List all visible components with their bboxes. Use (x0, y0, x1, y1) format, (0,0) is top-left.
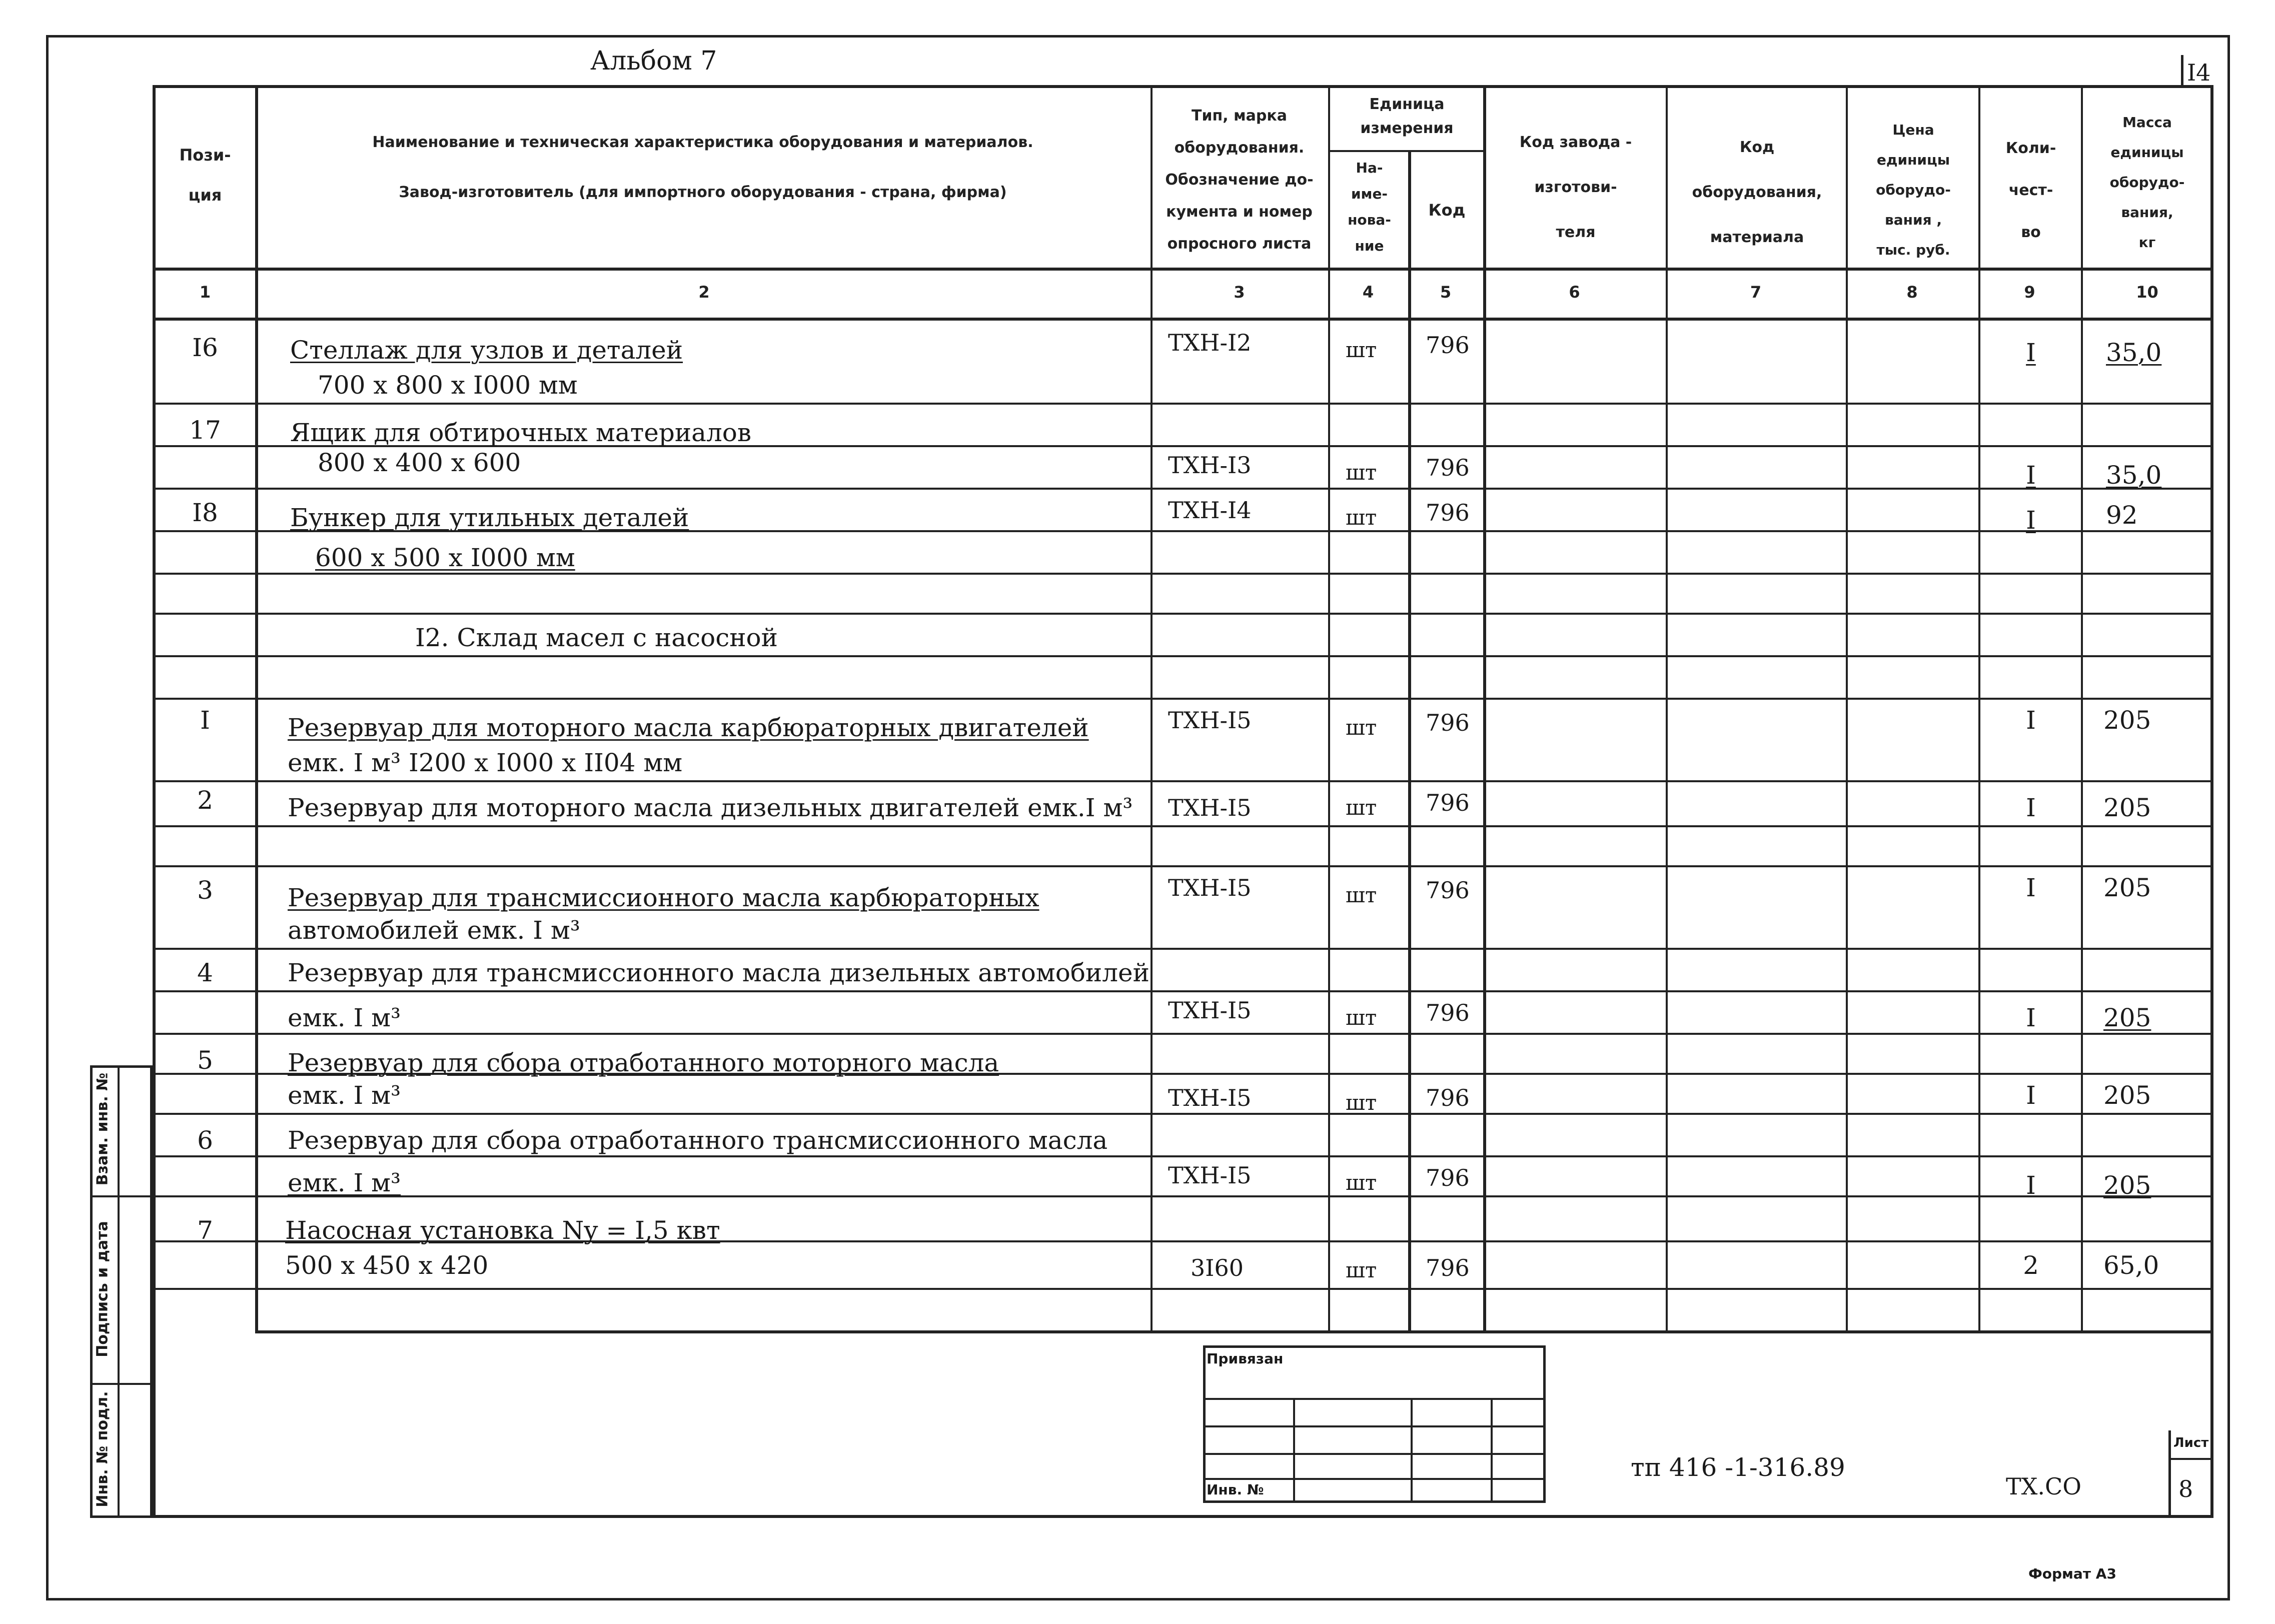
unit-group-line (1328, 150, 1483, 152)
header-bottom-line (153, 268, 2213, 271)
row-code: 796 (1426, 454, 1470, 481)
row-code: 796 (1426, 1254, 1470, 1281)
row-mass: 205 (2103, 1003, 2151, 1032)
col-line-4 (1408, 150, 1411, 1330)
row-qty: I (2026, 873, 2036, 902)
sheet-number: 8 (2178, 1475, 2193, 1502)
row-line (153, 948, 2213, 950)
row-mass: 205 (2103, 1171, 2151, 1200)
row-line (153, 990, 2213, 992)
row-unit: шт (1346, 1258, 1377, 1282)
row-line (153, 1288, 2213, 1290)
colnum-3: 3 (1234, 283, 1245, 302)
row-position: 7 (197, 1216, 213, 1245)
header-position: Пози- ция (179, 146, 231, 205)
row-code: 796 (1426, 709, 1470, 736)
header-mass: Масса единицы оборудо- вания, кг (2109, 114, 2185, 251)
row-position: 2 (197, 786, 213, 815)
row-name: емк. I м³ (288, 1081, 401, 1110)
row-unit: шт (1346, 1170, 1377, 1195)
row-name: Резервуар для моторного масла дизельных двигателей емк.I м³ (288, 793, 1133, 822)
side-label-vzam: Взам. инв. № (94, 1072, 112, 1186)
row-mass: 205 (2103, 1081, 2151, 1110)
sheet-box-line (2168, 1458, 2213, 1460)
row-type: ТХН-I5 (1168, 1162, 1252, 1189)
stamp-inv-label: Инв. № (1207, 1481, 1264, 1498)
colnum-2: 2 (698, 283, 710, 302)
row-line (153, 780, 2213, 782)
row-mass: 205 (2103, 793, 2151, 822)
row-position: I (200, 706, 210, 735)
row-type: ТХН-I5 (1168, 874, 1252, 901)
row-line (153, 655, 2213, 657)
row-type: ТХН-I5 (1168, 794, 1252, 821)
row-name: Резервуар для сбора отработанного трансмиссионного масла (288, 1126, 1108, 1155)
stamp-line (1203, 1425, 1546, 1427)
colnum-10: 10 (2136, 283, 2158, 302)
row-code: 796 (1426, 332, 1470, 359)
row-name: Стеллаж для узлов и деталей (290, 336, 683, 365)
header-type: Тип, марка оборудования. Обозначение до- кумента и номер опросного листа (1165, 107, 1314, 253)
row-line (153, 865, 2213, 867)
col-line-1 (255, 85, 258, 1330)
stamp-col (1411, 1398, 1413, 1503)
row-qty: I (2026, 793, 2036, 822)
row-unit: шт (1346, 338, 1377, 362)
stamp-line (1203, 1398, 1546, 1400)
colnum-bottom-line (153, 318, 2213, 321)
side-label-podpis: Подпись и дата (94, 1221, 112, 1357)
row-type: 3I60 (1191, 1254, 1244, 1281)
col-line-3 (1328, 85, 1330, 1330)
header-unit-name: На- име- нова- ние (1348, 160, 1391, 254)
row-qty: 2 (2023, 1251, 2039, 1280)
col-line-2 (1151, 85, 1153, 1330)
row-name: емк. I м³ (288, 1003, 401, 1032)
side-strip-line (90, 1195, 153, 1197)
col-line-6 (1666, 85, 1668, 1330)
row-position: 17 (189, 416, 221, 445)
row-line (153, 825, 2213, 827)
row-mass: 205 (2103, 873, 2151, 902)
row-position: 5 (197, 1046, 213, 1075)
stamp-line (1203, 1478, 1546, 1480)
row-type: ТХН-I4 (1168, 497, 1252, 524)
row-unit: шт (1346, 715, 1377, 740)
row-position: 4 (197, 958, 213, 987)
header-unit-code: Код (1428, 201, 1466, 220)
sheet-label: Лист (2173, 1435, 2209, 1450)
row-mass: 205 (2103, 706, 2151, 735)
colnum-4: 4 (1362, 283, 1374, 302)
row-code: 796 (1426, 1084, 1470, 1111)
row-position: 3 (197, 876, 213, 905)
stamp-col (1491, 1398, 1493, 1503)
row-code: 796 (1426, 1164, 1470, 1191)
document-suffix: ТХ.СО (2006, 1473, 2081, 1500)
row-line (153, 1195, 2213, 1197)
document-code: тп 416 -1-316.89 (1631, 1453, 1845, 1482)
row-qty: I (2026, 338, 2036, 367)
row-type: ТХН-I5 (1168, 1084, 1252, 1111)
row-name: Бункер для утильных деталей (290, 503, 689, 532)
row-name: 600 х 500 х I000 мм (315, 543, 575, 572)
stamp-line (1203, 1453, 1546, 1455)
col-line-7 (1846, 85, 1848, 1330)
row-qty: I (2026, 461, 2036, 490)
colnum-7: 7 (1750, 283, 1762, 302)
row-name: Резервуар для сбора отработанного моторного масла (288, 1048, 999, 1077)
row-name: 700 х 800 х I000 мм (318, 371, 578, 400)
colnum-5: 5 (1440, 283, 1452, 302)
row-code: 796 (1426, 999, 1470, 1026)
row-qty: I (2026, 506, 2036, 535)
colnum-1: 1 (199, 283, 211, 302)
section-title: I2. Склад масел с насосной (415, 623, 778, 652)
row-position: I6 (192, 333, 218, 362)
row-name: емк. I м³ I200 х I000 х II04 мм (288, 748, 683, 777)
row-mass: 92 (2106, 501, 2138, 530)
corner-sheet-number: I4 (2187, 59, 2211, 86)
row-qty: I (2026, 1171, 2036, 1200)
header-equipment-code: Код оборудования, материала (1692, 139, 1822, 246)
colnum-9: 9 (2024, 283, 2035, 302)
row-type: ТХН-I5 (1168, 707, 1252, 734)
header-quantity: Коли- чест- во (2005, 140, 2056, 241)
row-line (153, 1113, 2213, 1115)
row-mass: 35,0 (2106, 338, 2162, 367)
row-mass: 35,0 (2106, 461, 2162, 490)
header-price: Цена единицы оборудо- вания , тыс. руб. (1876, 122, 1951, 258)
row-qty: I (2026, 1081, 2036, 1110)
colnum-8: 8 (1906, 283, 1918, 302)
header-name-line2: Завод-изготовитель (для импортного оборудования - страна, фирма) (399, 184, 1007, 201)
row-code: 796 (1426, 499, 1470, 526)
row-name: Ящик для обтирочных материалов (290, 418, 751, 447)
row-unit: шт (1346, 795, 1377, 820)
row-line (153, 1155, 2213, 1157)
col-line-9 (2081, 85, 2083, 1330)
row-line (153, 488, 2213, 490)
row-unit: шт (1346, 505, 1377, 530)
row-qty: I (2026, 1003, 2036, 1032)
row-unit: шт (1346, 883, 1377, 907)
row-type: ТХН-I3 (1168, 452, 1252, 479)
row-unit: шт (1346, 1090, 1377, 1115)
row-name: 800 х 400 х 600 (318, 448, 521, 477)
stamp-privyazan-label: Привязан (1207, 1350, 1284, 1367)
row-name: емк. I м³ (288, 1168, 401, 1197)
row-name: автомобилей емк. I м³ (288, 916, 580, 945)
colnum-6: 6 (1569, 283, 1580, 302)
row-code: 796 (1426, 877, 1470, 904)
row-name: Резервуар для моторного масла карбюраторных двигателей (288, 713, 1089, 742)
row-type: ТХН-I5 (1168, 997, 1252, 1024)
row-position: 6 (197, 1126, 213, 1155)
album-label: Альбом 7 (590, 46, 717, 76)
header-unit-group: Единица измерения (1360, 96, 1454, 137)
row-code: 796 (1426, 789, 1470, 816)
col-line-5 (1483, 85, 1486, 1330)
row-line (153, 698, 2213, 700)
row-line (153, 573, 2213, 575)
row-name: Насосная установка Ny = I,5 квт (285, 1216, 720, 1245)
row-unit: шт (1346, 460, 1377, 485)
row-line (153, 613, 2213, 615)
row-type: ТХН-I2 (1168, 329, 1252, 356)
table-bottom-line (255, 1330, 2213, 1333)
row-mass: 65,0 (2103, 1251, 2159, 1280)
row-qty: I (2026, 706, 2036, 735)
row-position: I8 (192, 498, 218, 527)
header-factory-code: Код завода - изготови- теля (1519, 134, 1632, 241)
header-name-line1: Наименование и техническая характеристика оборудования и материалов. (372, 134, 1033, 151)
stamp-col (1293, 1398, 1295, 1503)
paper-format: Формат А3 (2028, 1565, 2116, 1582)
row-unit: шт (1346, 1005, 1377, 1030)
row-name: Резервуар для трансмиссионного масла дизельных автомобилей (288, 958, 1150, 987)
side-strip-divider (118, 1065, 120, 1518)
col-line-8 (1978, 85, 1980, 1330)
row-name: Резервуар для трансмиссионного масла карбюраторных (288, 883, 1039, 912)
side-label-inv-podl: Инв. № подл. (94, 1391, 112, 1507)
row-name: 500 х 450 х 420 (285, 1251, 489, 1280)
row-line (153, 1033, 2213, 1035)
row-line (153, 403, 2213, 405)
